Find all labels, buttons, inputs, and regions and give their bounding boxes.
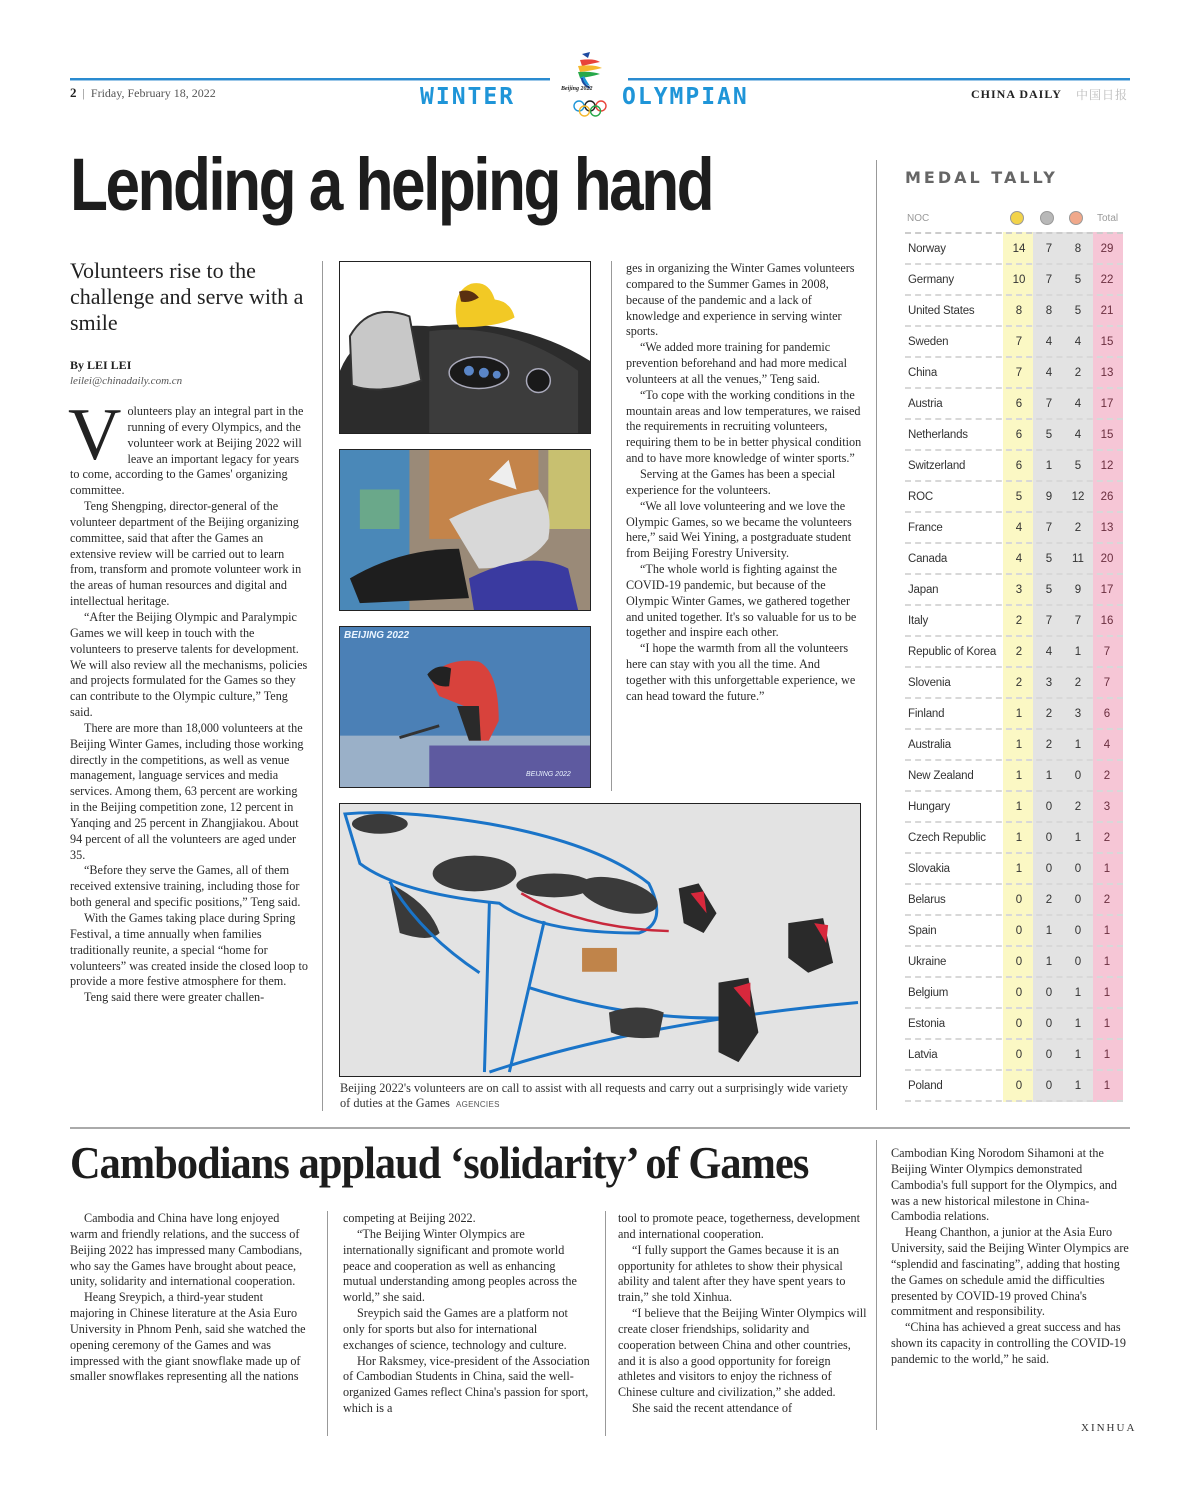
bronze-count: 1 <box>1074 832 1082 844</box>
total-count: 2 <box>1103 770 1111 782</box>
country-name: Poland <box>908 1080 943 1092</box>
gold-count: 0 <box>1015 925 1023 937</box>
paragraph: “We all love volunteering and we love the Olympic Games, so we became the volunteers here,” said Wei Yining, a postgraduate student from Beijing Forestry University. <box>626 498 852 561</box>
bronze-count: 1 <box>1074 987 1082 999</box>
masthead-rule-right <box>628 78 1130 81</box>
country-name: Republic of Korea <box>908 646 997 658</box>
publication-name-chinese: 中国日报 <box>1076 88 1129 102</box>
medal-tally-row <box>905 1071 1123 1102</box>
country-name: Germany <box>908 274 954 286</box>
medal-tally-row <box>905 637 1123 668</box>
bronze-count: 12 <box>1071 491 1085 503</box>
gold-count: 0 <box>1015 1049 1023 1061</box>
total-count: 16 <box>1100 615 1114 627</box>
total-count: 1 <box>1103 863 1111 875</box>
bronze-count: 0 <box>1074 894 1082 906</box>
total-count: 21 <box>1100 305 1114 317</box>
country-name: China <box>908 367 938 379</box>
country-name: United States <box>908 305 975 317</box>
country-name: Czech Republic <box>908 832 986 844</box>
silver-count: 3 <box>1045 677 1053 689</box>
total-count: 1 <box>1103 987 1111 999</box>
country-name: Austria <box>908 398 943 410</box>
gold-medal-icon <box>1010 211 1024 225</box>
gold-count: 10 <box>1012 274 1026 286</box>
silver-count: 4 <box>1045 646 1053 658</box>
bronze-count: 1 <box>1074 739 1082 751</box>
medal-tally-row <box>905 668 1123 699</box>
country-name: Netherlands <box>908 429 968 441</box>
silver-count: 9 <box>1045 491 1053 503</box>
bronze-count: 1 <box>1074 1018 1082 1030</box>
total-count: 4 <box>1103 739 1111 751</box>
country-name: Ukraine <box>908 956 947 968</box>
paragraph: “The Beijing Winter Olympics are internationally significant and promote world peace and cooperation as well as enhancing mutual understanding among peoples across the world,” she said. <box>343 1226 577 1305</box>
article-credit: XINHUA <box>1081 1422 1137 1434</box>
paragraph: tool to promote peace, togetherness, development and international cooperation. <box>618 1211 860 1241</box>
bronze-count: 0 <box>1074 956 1082 968</box>
paragraph: Sreypich said the Games are a platform not only for sports but also for international exchanges of science, technology and culture. <box>343 1306 568 1352</box>
page-meta: 2 | Friday, February 18, 2022 <box>70 85 216 100</box>
column-rule <box>322 261 323 1111</box>
gold-count: 6 <box>1015 398 1023 410</box>
bronze-count: 7 <box>1074 615 1082 627</box>
gold-count: 0 <box>1015 987 1023 999</box>
paragraph: “I hope the warmth from all the volunteers here can stay with you all the time. And together with this unforgettable experience, we can head toward the future.” <box>626 641 856 703</box>
medal-tally-row <box>905 761 1123 792</box>
publication-name: CHINA DAILY <box>971 87 1062 101</box>
gold-count: 0 <box>1015 956 1023 968</box>
silver-count: 0 <box>1045 1018 1053 1030</box>
article-separator <box>70 1127 1130 1129</box>
paragraph: Teng said there were greater challen- <box>84 990 265 1005</box>
medal-tally-row <box>905 482 1123 513</box>
gold-count: 5 <box>1015 491 1023 503</box>
total-count: 20 <box>1100 553 1114 565</box>
paragraph: There are more than 18,000 volunteers at the Beijing Winter Games, including those working directly in the competitions, as well as venue management, language services and media services. Among them, 63 percent are working in the Beijing competition zone, 12 percent in Yanqing and 25 percent in Zhangjiakou. About 94 percent of all the volunteers are aged under 35. <box>70 720 304 862</box>
gold-count: 3 <box>1015 584 1023 596</box>
medal-tally-row <box>905 575 1123 606</box>
silver-count: 7 <box>1045 615 1053 627</box>
bronze-count: 2 <box>1074 367 1082 379</box>
silver-count: 7 <box>1045 243 1053 255</box>
column-rule <box>611 261 612 791</box>
medal-tally-row <box>905 854 1123 885</box>
gold-count: 1 <box>1015 801 1023 813</box>
issue-date: Friday, February 18, 2022 <box>90 86 216 100</box>
medal-tally-row <box>905 296 1123 327</box>
gold-count: 7 <box>1015 367 1023 379</box>
country-name: Spain <box>908 925 937 937</box>
total-count: 3 <box>1103 801 1111 813</box>
silver-count: 4 <box>1045 367 1053 379</box>
medal-tally-row <box>905 451 1123 482</box>
bronze-count: 2 <box>1074 801 1082 813</box>
paragraph: “China has achieved a great success and has shown its capacity in controlling the COVID-19 pandemic to the world,” he said. <box>891 1320 1126 1366</box>
photo-curling-volunteer <box>339 626 591 788</box>
total-count: 15 <box>1100 336 1114 348</box>
header-total: Total <box>1097 213 1119 224</box>
silver-count: 4 <box>1045 336 1053 348</box>
paragraph: Teng Shengping, director-general of the volunteer department of the Beijing organizing committee, said that after the Games an extensive review will be carried out to learn from, transform and promote volunteer work in the areas of human resources and digital and intellectual heritage. <box>70 499 302 609</box>
silver-count: 5 <box>1045 429 1053 441</box>
gold-count: 1 <box>1015 739 1023 751</box>
paragraph: Cambodia and China have long enjoyed warm and friendly relations, and the success of Beijing 2022 has impressed many Cambodians, who say the Games have brought about peace, unity, solidarity and international cooperation. <box>70 1211 303 1289</box>
silver-count: 0 <box>1045 1080 1053 1092</box>
photo-volunteers-cleaning-venue <box>339 803 861 1077</box>
bronze-count: 2 <box>1074 522 1082 534</box>
country-name: Estonia <box>908 1018 945 1030</box>
paragraph: She said the recent attendance of <box>632 1401 793 1416</box>
total-count: 17 <box>1100 584 1114 596</box>
silver-count: 5 <box>1045 553 1053 565</box>
paragraph: Cambodian King Norodom Sihamoni at the Beijing Winter Olympics demonstrated Cambodia's full support for the Olympics, and was a new historical milestone in China-Cambodia relations. <box>891 1146 1117 1224</box>
gold-count: 2 <box>1015 646 1023 658</box>
column-rule <box>327 1211 328 1436</box>
silver-count: 2 <box>1045 739 1053 751</box>
gold-count: 6 <box>1015 429 1023 441</box>
silver-count: 0 <box>1045 863 1053 875</box>
silver-count: 2 <box>1045 894 1053 906</box>
paragraph: With the Games taking place during Spring Festival, a time annually when families traditionally reunite, a special “home for volunteers” was created inside the closed loop to provide a more festive atmosphere for them. <box>70 911 308 989</box>
paragraph: Heang Sreypich, a third-year student majoring in Chinese literature at the Asia Euro University in Phnom Penh, said she watched the opening ceremony of the Games and was impressed with the giant snowflake made up of smaller snowflakes representing all the nations <box>70 1290 306 1384</box>
beijing-2022-emblem-icon <box>560 50 620 120</box>
bronze-count: 5 <box>1074 274 1082 286</box>
gold-count: 14 <box>1012 243 1026 255</box>
medal-tally-row <box>905 327 1123 358</box>
medal-tally-row <box>905 513 1123 544</box>
silver-count: 1 <box>1045 770 1053 782</box>
photo-volunteer-mascot <box>339 449 591 611</box>
paragraph: Heang Chanthon, a junior at the Asia Euro University, said the Beijing Winter Olympics are “splendid and fascinating”, adding that hosting the Games on schedule amid the difficulties presented by COVID-19 proved China's commitment and responsibility. <box>891 1225 1129 1319</box>
paragraph: “To cope with the working conditions in the mountain areas and low temperatures, we raised the requirements in recruiting volunteers, requiring them to be in better physical condition and to have more knowledge of winter sports.” <box>626 387 862 466</box>
bronze-count: 1 <box>1074 1080 1082 1092</box>
total-count: 1 <box>1103 1018 1111 1030</box>
paragraph: “The whole world is fighting against the COVID-19 pandemic, but because of the Olympic Winter Games, we gathered together and united together. It's so valuable for us to be together and inspire each other. <box>626 562 857 640</box>
total-count: 2 <box>1103 894 1111 906</box>
bronze-medal-icon <box>1069 211 1083 225</box>
paragraph: “Before they serve the Games, all of them received extensive training, including those for both general and specific positions,” Teng said. <box>70 863 301 910</box>
gold-count: 6 <box>1015 460 1023 472</box>
photo-caption <box>340 1081 860 1112</box>
silver-count: 7 <box>1045 274 1053 286</box>
silver-count: 1 <box>1045 956 1053 968</box>
total-count: 6 <box>1103 708 1111 720</box>
bronze-count: 1 <box>1074 1049 1082 1061</box>
gold-count: 1 <box>1015 708 1023 720</box>
medal-tally-row <box>905 606 1123 637</box>
silver-count: 2 <box>1045 708 1053 720</box>
paragraph: Serving at the Games has been a special experience for the volunteers. <box>626 466 836 497</box>
paragraph: “We added more training for pandemic prevention beforehand and had more medical volunteers at all the venues,” Teng said. <box>626 340 847 386</box>
paragraph: “I believe that the Beijing Winter Olympics will create closer friendships, solidarity and cooperation between China and other countries, and it is also a good opportunity for foreign athletes and visitors to enjoy the richness of Chinese culture and civilization,” she added. <box>618 1306 867 1400</box>
silver-count: 7 <box>1045 398 1053 410</box>
photo-watermark-text: BEIJING 2022 <box>526 771 571 778</box>
bronze-count: 9 <box>1074 584 1082 596</box>
emblem-text: Beijing 2022 <box>561 86 593 92</box>
gold-count: 4 <box>1015 522 1023 534</box>
country-name: Hungary <box>908 801 951 813</box>
article2-column-4 <box>891 1146 1131 1368</box>
gold-count: 2 <box>1015 677 1023 689</box>
article2-column-2 <box>343 1211 591 1417</box>
country-name: France <box>908 522 943 534</box>
gold-count: 0 <box>1015 894 1023 906</box>
total-count: 7 <box>1103 677 1111 689</box>
byline: By LEI LEI <box>70 358 132 372</box>
country-name: New Zealand <box>908 770 974 782</box>
country-name: Belarus <box>908 894 946 906</box>
main-headline: Lending a helping hand <box>70 143 713 226</box>
total-count: 1 <box>1103 1080 1111 1092</box>
total-count: 12 <box>1100 460 1114 472</box>
medal-tally-row <box>905 730 1123 761</box>
medal-tally-row <box>905 1040 1123 1071</box>
medal-tally-row <box>905 699 1123 730</box>
country-name: Australia <box>908 739 951 751</box>
second-headline: Cambodians applaud ‘solidarity’ of Games <box>70 1137 809 1188</box>
medal-tally-title: MEDAL TALLY <box>905 168 1058 187</box>
column-rule <box>876 160 877 1110</box>
total-count: 1 <box>1103 1049 1111 1061</box>
country-name: Slovenia <box>908 677 951 689</box>
gold-count: 7 <box>1015 336 1023 348</box>
country-name: Slovakia <box>908 863 950 875</box>
silver-count: 0 <box>1045 832 1053 844</box>
medal-tally-row <box>905 823 1123 854</box>
paragraph: “After the Beijing Olympic and Paralympic Games we will keep in touch with the volunteers to preserve talents for development. We will also review all the mechanisms, policies and projects formulated for the Games so they can contribute to the Olympic culture,” Teng said. <box>70 609 308 720</box>
medal-tally-row <box>905 885 1123 916</box>
gold-count: 8 <box>1015 305 1023 317</box>
country-name: Latvia <box>908 1049 938 1061</box>
article-deck: Volunteers rise to the challenge and serve with a smile <box>70 258 304 335</box>
medal-tally-row <box>905 792 1123 823</box>
header-noc: NOC <box>907 213 930 224</box>
paragraph: Volunteers play an integral part in the running of every Olympics, and the volunteer work at Beijing 2022 will leave an important legacy for years to come, according to the Games' organizing committee. <box>68 394 304 498</box>
total-count: 1 <box>1103 925 1111 937</box>
bronze-count: 4 <box>1074 429 1082 441</box>
bronze-count: 3 <box>1074 708 1082 720</box>
medal-tally-row <box>905 1009 1123 1040</box>
gold-count: 0 <box>1015 1018 1023 1030</box>
medal-tally-header <box>905 206 1123 232</box>
article2-column-1 <box>70 1211 308 1385</box>
silver-count: 7 <box>1045 522 1053 534</box>
paragraph: competing at Beijing 2022. <box>343 1211 476 1225</box>
caption-text: Beijing 2022's volunteers are on call to assist with all requests and carry out a surprisingly wide variety of duties at the Games <box>340 1081 848 1110</box>
medal-tally-row <box>905 358 1123 389</box>
silver-medal-icon <box>1040 211 1054 225</box>
silver-count: 8 <box>1045 305 1053 317</box>
country-name: Sweden <box>908 336 949 348</box>
total-count: 17 <box>1100 398 1114 410</box>
total-count: 7 <box>1103 646 1111 658</box>
silver-count: 0 <box>1045 987 1053 999</box>
medal-tally-row <box>905 978 1123 1009</box>
medal-tally-table <box>905 206 1123 1102</box>
article-column-2 <box>626 261 862 705</box>
page-number: 2 <box>70 85 77 100</box>
section-title-winter: WINTER <box>420 84 516 110</box>
medal-tally-row <box>905 265 1123 296</box>
bronze-count: 0 <box>1074 770 1082 782</box>
bronze-count: 5 <box>1074 305 1082 317</box>
medal-tally-row <box>905 420 1123 451</box>
medal-tally-row <box>905 916 1123 947</box>
paragraph: ges in organizing the Winter Games volunteers compared to the Summer Games in 2008, because of the pandemic and a lack of knowledge and experience in serving winter sports. <box>626 261 855 339</box>
total-count: 13 <box>1100 367 1114 379</box>
paragraph: Hor Raksmey, vice-president of the Association of Cambodian Students in China, said the well-organized Games reflect China's passion for sport, which is a <box>343 1353 590 1416</box>
silver-count: 0 <box>1045 1049 1053 1061</box>
total-count: 26 <box>1100 491 1114 503</box>
gold-count: 1 <box>1015 863 1023 875</box>
bronze-count: 4 <box>1074 336 1082 348</box>
total-count: 29 <box>1100 243 1114 255</box>
drop-cap: V <box>68 394 122 476</box>
medal-tally-rows <box>905 232 1123 1102</box>
masthead-rule-left <box>70 78 550 81</box>
silver-count: 5 <box>1045 584 1053 596</box>
photo-banner-text: BEIJING 2022 <box>344 630 410 641</box>
bronze-count: 11 <box>1072 553 1084 565</box>
country-name: Finland <box>908 708 945 720</box>
gold-count: 1 <box>1015 832 1023 844</box>
bronze-count: 1 <box>1074 646 1082 658</box>
gold-count: 0 <box>1015 1080 1023 1092</box>
total-count: 13 <box>1100 522 1114 534</box>
paragraph: “I fully support the Games because it is an opportunity for athletes to show their physical ability and talent after they have spent years to train,” she told Xinhua. <box>618 1242 846 1305</box>
country-name: ROC <box>908 491 933 503</box>
country-name: Japan <box>908 584 939 596</box>
photo-credit: AGENCIES <box>455 1100 500 1109</box>
column-rule <box>605 1211 606 1436</box>
article2-column-3 <box>618 1211 868 1417</box>
total-count: 22 <box>1100 274 1114 286</box>
bronze-count: 8 <box>1074 243 1082 255</box>
medal-tally-row <box>905 947 1123 978</box>
medal-tally-row <box>905 234 1123 265</box>
column-rule <box>876 1140 877 1430</box>
total-count: 1 <box>1103 956 1111 968</box>
bronze-count: 4 <box>1074 398 1082 410</box>
bronze-count: 2 <box>1074 677 1082 689</box>
medal-tally-row <box>905 389 1123 420</box>
country-name: Norway <box>908 243 946 255</box>
total-count: 15 <box>1100 429 1114 441</box>
medal-tally-row <box>905 544 1123 575</box>
country-name: Canada <box>908 553 948 565</box>
photo-robot-with-duck <box>339 261 591 434</box>
bronze-count: 0 <box>1074 925 1082 937</box>
author-email: leilei@chinadaily.com.cn <box>70 375 183 387</box>
country-name: Belgium <box>908 987 949 999</box>
silver-count: 0 <box>1045 801 1053 813</box>
silver-count: 1 <box>1045 925 1053 937</box>
country-name: Italy <box>908 615 929 627</box>
bronze-count: 0 <box>1074 863 1082 875</box>
article-column-1 <box>68 394 308 1006</box>
country-name: Switzerland <box>908 460 966 472</box>
gold-count: 2 <box>1015 615 1023 627</box>
section-title-olympian: OLYMPIAN <box>622 84 749 110</box>
total-count: 2 <box>1103 832 1111 844</box>
gold-count: 1 <box>1015 770 1023 782</box>
gold-count: 4 <box>1015 553 1023 565</box>
silver-count: 1 <box>1045 460 1053 472</box>
bronze-count: 5 <box>1074 460 1082 472</box>
